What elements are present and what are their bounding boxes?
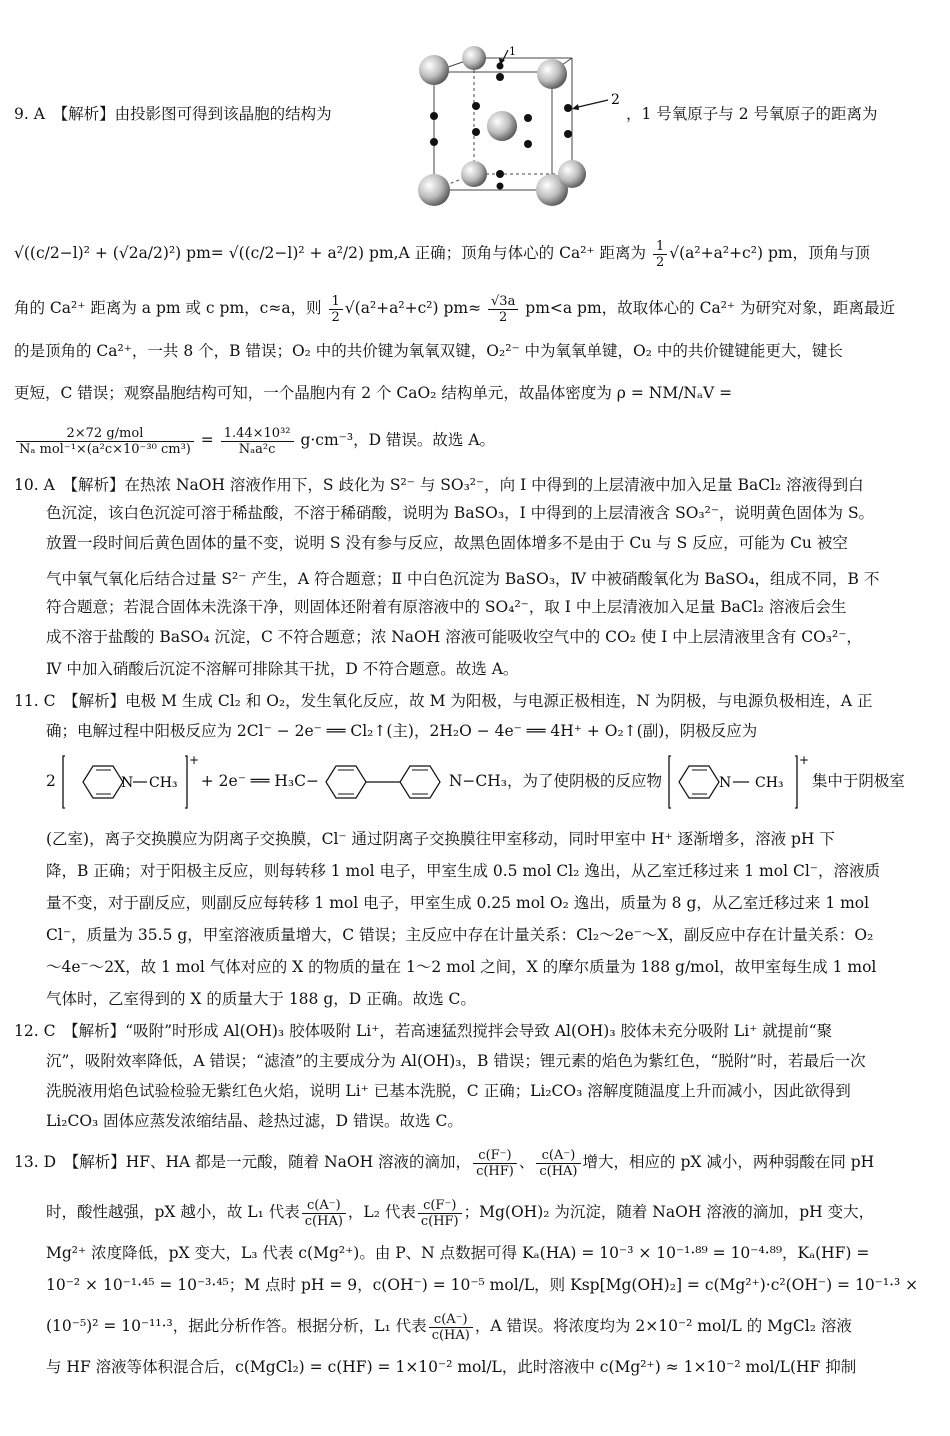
q11-line-2: 确；电解过程中阳极反应为 2Cl⁻ − 2e⁻ ══ Cl₂↑(主)，2H₂O − 4e⁻ ══ 4H⁺ + O₂↑(副)，阴极反应为 <box>46 722 758 740</box>
q9-head: 9. A 【解析】由投影图可得到该晶胞的结构为 <box>14 105 332 123</box>
q10-line-0: 10. A 【解析】在热浓 NaOH 溶液作用下，S 歧化为 S²⁻ 与 SO₃²⁻，向 Ⅰ 中得到的上层清液中加入足量 BaCl₂ 溶液得到白 <box>14 476 864 494</box>
frac-A-2: $\frac{c(A^-)}{c(HA)}$ <box>302 1198 346 1229</box>
label-1: 1 <box>509 45 516 58</box>
q13-line-2: 时，酸性越强，pX 越小，故 L₁ 代表 $\frac{c(A^-)}{c(HA)}$ ，L₂ 代表 $\frac{c(F^-)}{c(HF)}$ ；Mg(OH)₂ 为沉淀，随着 NaOH 溶液的滴加，pH 变大， <box>46 1197 875 1229</box>
q9-l2b: pm,A 正确；顶角与体心的 Ca²⁺ 距离为 <box>369 244 647 262</box>
sqrt-2: √(a²+a²+c²) <box>344 299 439 317</box>
q9-line-2 <box>14 234 936 272</box>
svg-text:+: + <box>188 753 199 767</box>
q9-l3c: pm<a pm，故取体心的 Ca²⁺ 为研究对象，距离最近 <box>525 299 896 317</box>
svg-text:+: + <box>798 753 810 767</box>
eq-d: 集中于阴极室 <box>811 772 905 790</box>
pyridinium-structure-1 <box>61 753 199 810</box>
q9-line-1-tail <box>626 101 936 127</box>
q9-l2a: pm= <box>186 244 224 262</box>
half-frac-2: $\frac{1}{2}$ <box>329 294 343 325</box>
label-2: 2 <box>611 92 620 108</box>
q11-rest-1: 降，B 正确；对于阳极主反应，则每转移 1 mol 电子，甲室生成 0.5 mol Cl₂ 逸出，从乙室迁移过来 1 mol Cl⁻，溶液质 <box>46 862 880 880</box>
q10-line-5: 成不溶于盐酸的 BaSO₄ 沉淀，C 不符合题意；浓 NaOH 溶液可能吸收空气中的 CO₂ 使 Ⅰ 中上层清液里含有 CO₃²⁻， <box>46 628 862 646</box>
q9-l2c: pm，顶角与顶 <box>767 244 871 262</box>
eq-c: −CH₃，为了使阴极的反应物 <box>462 772 663 790</box>
half-frac: $\frac{1}{2}$ <box>653 239 667 270</box>
q11-equation <box>46 752 936 810</box>
q13-line-5: (10⁻⁵)² = 10⁻¹¹·³，据此分析作答。根据分析，L₁ 代表 $\frac{c(A^-)}{c(HA)}$ ，A 错误。将浓度均为 2×10⁻² mol/L 的 MgCl₂ 溶液 <box>46 1311 852 1343</box>
q13-line-4: 10⁻² × 10⁻¹·⁴⁵ = 10⁻³·⁴⁵；M 点时 pH = 9，c(OH⁻) = 10⁻⁵ mol/L，则 Ksp[Mg(OH)₂] = c(Mg²⁺)·c²(OH⁻) = 10⁻¹·³ × <box>46 1276 919 1294</box>
q10-line-2: 放置一段时间后黄色固体的量不变，说明 S 没有参与反应，故黑色固体增多不是由于 Cu 与 S 反应，可能为 Cu 被空 <box>46 534 848 552</box>
density-frac-2: $\frac{\text{1.44×10³²}}{\text{Nₐa²c}}$ <box>221 426 294 457</box>
sqrt-a2a2c2: √(a²+a²+c²) <box>669 244 763 262</box>
q10-line-3: 气中氧气氧化后结合过量 S²⁻ 产生，A 符合题意；Ⅱ 中白色沉淀为 BaSO₃，Ⅳ 中被硝酸氧化为 BaSO₄，组成不同，B 不 <box>46 570 880 588</box>
svg-text:N: N <box>718 775 732 791</box>
bipyridine-structure <box>324 754 444 810</box>
q13-line-1: 13. D 【解析】HF、HA 都是一元酸，随着 NaOH 溶液的滴加， $\frac{c(F^-)}{c(HF)}$ 、 $\frac{c(A^-)}{c(HA)}$ 增大，相应的 pX 减小，两种弱酸在同 pH <box>14 1147 875 1179</box>
q10-line-4: 符合题意；若混合固体未洗涤干净，则固体还附着有原溶液中的 SO₄²⁻，取 Ⅰ 中上层清液加入足量 BaCl₂ 溶液后会生 <box>46 598 847 616</box>
q9-l6c: g·cm⁻³，D 错误。故选 A。 <box>300 431 496 449</box>
frac-A: $\frac{c(A^-)}{c(HA)}$ <box>536 1148 580 1179</box>
q10-line-1: 色沉淀，该白色沉淀可溶于稀盐酸，不溶于稀硝酸，说明为 BaSO₃，Ⅰ 中得到的上层清液含 SO₃²⁻，说明黄色固体为 S。 <box>46 504 875 522</box>
crystal-cell-diagram <box>412 46 626 214</box>
svg-text:CH₃: CH₃ <box>754 775 784 791</box>
q12-line-0: 12. C 【解析】“吸附”时形成 Al(OH)₃ 胶体吸附 Li⁺，若高速猛烈搅拌会导致 Al(OH)₃ 胶体未充分吸附 Li⁺ 就提前“聚 <box>14 1022 833 1040</box>
q9-l3a: 角的 Ca²⁺ 距离为 a pm 或 c pm，c≈a，则 <box>14 299 322 317</box>
eq-b: + 2e⁻ ══ H₃C− <box>200 772 319 790</box>
q9-line-3 <box>14 290 936 326</box>
q11-rest-3: Cl⁻，质量为 35.5 g，甲室溶液质量增大，C 错误；主反应中存在计量关系：Cl₂～2e⁻～X，副反应中存在计量关系：O₂ <box>46 926 874 944</box>
q12-line-3: Li₂CO₃ 固体应蒸发浓缩结晶、趁热过滤，D 错误。故选 C。 <box>46 1112 463 1130</box>
q10-line-6: Ⅳ 中加入硝酸后沉淀不溶解可排除其干扰，D 不符合题意。故选 A。 <box>46 660 519 678</box>
q9-l5: 更短，C 错误；观察晶胞结构可知，一个晶胞内有 2 个 CaO₂ 结构单元，故晶体密度为 ρ = NM/NₐV = <box>14 384 733 402</box>
frac-A-3: $\frac{c(A^-)}{c(HA)}$ <box>429 1312 473 1343</box>
q11-rest-2: 量不变，对于副反应，则副反应每转移 1 mol 电子，甲室生成 0.25 mol O₂ 逸出，质量为 8 g，从乙室迁移过来 1 mol <box>46 894 870 912</box>
q9-l3b: pm≈ <box>443 299 482 317</box>
sqrt-formula-1: √((c/2−l)² + (√2a/2)²) <box>14 244 182 262</box>
svg-text:CH₃: CH₃ <box>148 775 178 791</box>
q9-tail: ，1 号氧原子与 2 号氧原子的距离为 <box>626 105 878 123</box>
q11-line-1: 11. C 【解析】电极 M 生成 Cl₂ 和 O₂，发生氧化反应，故 M 为阳极，与电源正极相连，N 为阴极，与电源负极相连，A 正 <box>14 692 873 710</box>
q11-rest-0: (乙室)，离子交换膜应为阴离子交换膜，Cl⁻ 通过阴离子交换膜往甲室移动，同时甲室中 H⁺ 逐渐增多，溶液 pH 下 <box>46 830 835 848</box>
q12-line-1: 沉”，吸附效率降低，A 错误；“滤渣”的主要成分为 Al(OH)₃，B 错误；锂元素的焰色为紫红色，“脱附”时，若最后一次 <box>46 1052 866 1070</box>
n-atom: N <box>448 772 463 790</box>
q12-line-2: 洗脱液用焰色试验检验无紫红色火焰，说明 Li⁺ 已基本洗脱，C 正确；Li₂CO₃ 溶解度随温度上升而减小，因此欲得到 <box>46 1082 851 1100</box>
q11-rest-5: 气体时，乙室得到的 X 的质量大于 188 g，D 正确。故选 C。 <box>46 990 476 1008</box>
q13-line-6: 与 HF 溶液等体积混合后，c(MgCl₂) = c(HF) = 1×10⁻² mol/L，此时溶液中 c(Mg²⁺) ≈ 1×10⁻² mol/L(HF 抑制 <box>46 1358 857 1376</box>
pyridinium-structure-2 <box>667 753 810 810</box>
q9-line-5 <box>14 380 936 406</box>
svg-text:N: N <box>120 775 134 791</box>
frac-F: $\frac{c(F^-)}{c(HF)}$ <box>473 1148 517 1179</box>
frac-F-2: $\frac{c(F^-)}{c(HF)}$ <box>418 1198 462 1229</box>
density-frac-1: $\frac{\text{2×72 g/mol}}{\text{Nₐ mol⁻¹×(a²c×10⁻³⁰ cm³)}}$ <box>16 426 194 457</box>
sqrt3a-frac: $\frac{√3a}{2}$ <box>488 294 518 325</box>
q11-rest-4: ～4e⁻～2X，故 1 mol 气体对应的 X 的物质的量在 1～2 mol 之间，X 的摩尔质量为 188 g/mol，故甲室每生成 1 mol <box>46 958 877 976</box>
q13-line-3: Mg²⁺ 浓度降低，pX 变大，L₃ 代表 c(Mg²⁺)。由 P、N 点数据可得 Kₐ(HA) = 10⁻³ × 10⁻¹·⁸⁹ = 10⁻⁴·⁸⁹，Kₐ(HF) = <box>46 1244 870 1262</box>
coef-2: 2 <box>46 772 56 790</box>
sqrt-formula-2: √((c/2−l)² + a²/2) <box>228 244 365 262</box>
q9-line-4 <box>14 338 936 364</box>
q9-line-6: $\frac{\text{2×72 g/mol}}{\text{Nₐ mol⁻¹×(a²c×10⁻³⁰ cm³)}}$ = $\frac{\text{1.44×10³²}}{\text{Nₐa²c}}$ g·cm⁻³，D 错误。故选 A。 <box>14 420 936 460</box>
q9-l4: 的是顶角的 Ca²⁺，一共 8 个，B 错误；O₂ 中的共价键为氧氧双键，O₂²⁻ 中为氧氧单键，O₂ 中的共价键键能更大，键长 <box>14 342 843 360</box>
